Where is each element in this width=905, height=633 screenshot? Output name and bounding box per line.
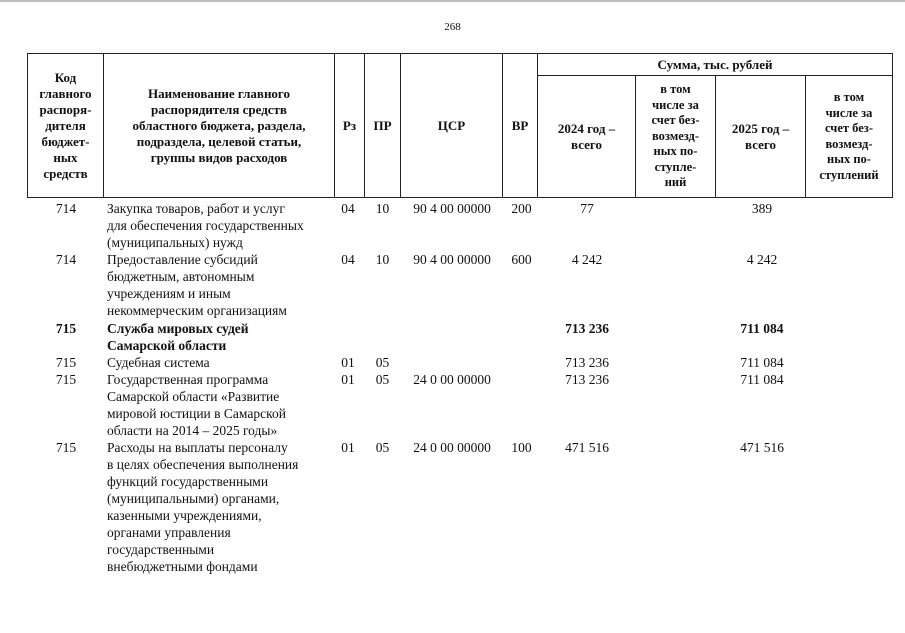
- cell-rz: 01: [341, 440, 355, 455]
- header-sum: Сумма, тыс. рублей: [657, 56, 773, 72]
- cell-code: 715: [55, 440, 77, 455]
- cell-pr: 10: [375, 252, 390, 267]
- cell-code: 714: [55, 201, 77, 216]
- header-code: Код главного распоря- дителя бюджет- ных средств: [39, 69, 92, 181]
- cell-2024-total: 77: [580, 201, 594, 216]
- cell-rz: 01: [341, 355, 355, 370]
- header-2025-free: в том числе за счет без- возмезд- ных по- ступлений: [819, 90, 879, 182]
- cell-2025-total: 711 084: [740, 321, 784, 336]
- cell-code: 715: [55, 355, 77, 370]
- page-number: 268: [444, 21, 461, 33]
- cell-csr: 90 4 00 00000: [413, 201, 491, 216]
- cell-vr: 200: [511, 201, 532, 216]
- header-pr: ПР: [373, 117, 392, 133]
- cell-rz: 04: [341, 252, 355, 267]
- header-vr: ВР: [511, 117, 529, 133]
- header-rz: Рз: [342, 117, 357, 133]
- header-2025-total: 2025 год – всего: [731, 120, 790, 152]
- cell-csr: 90 4 00 00000: [413, 252, 491, 267]
- cell-vr: 100: [511, 440, 532, 455]
- cell-2025-total: 711 084: [740, 355, 784, 370]
- cell-2024-total: 471 516: [565, 440, 609, 455]
- cell-vr: 600: [511, 252, 532, 267]
- table-header: [27, 53, 893, 198]
- header-2024-total: 2024 год – всего: [557, 120, 616, 152]
- header-name: Наименование главного распорядителя средств областного бюджета, раздела, подраздела, целевой статьи, группы видов расходов: [132, 85, 306, 165]
- cell-code: 715: [55, 321, 77, 336]
- cell-pr: 05: [375, 355, 390, 370]
- cell-code: 714: [55, 252, 77, 267]
- cell-name: Предоставление субсидий бюджетным, автономным учреждениям и иным некоммерческим организациям: [107, 252, 287, 318]
- cell-rz: 04: [341, 201, 355, 216]
- cell-name: Служба мировых судей Самарской области: [107, 321, 249, 353]
- cell-2025-total: 711 084: [740, 372, 784, 387]
- cell-name: Расходы на выплаты персоналу в целях обеспечения выполнения функций государственными (муниципальными) органами, казенными учреждениями, органами управления государственными внебюджетными фондами: [107, 440, 299, 574]
- cell-2024-total: 713 236: [565, 321, 609, 336]
- cell-2025-total: 389: [751, 201, 773, 216]
- cell-name: Государственная программа Самарской области «Развитие мировой юстиции в Самарской области на 2014 – 2025 годы»: [107, 372, 286, 438]
- cell-name: Судебная система: [107, 355, 210, 370]
- cell-pr: 05: [375, 440, 390, 455]
- top-rule: [0, 0, 905, 2]
- cell-2024-total: 713 236: [565, 372, 609, 387]
- cell-code: 715: [55, 372, 77, 387]
- cell-2025-total: 4 242: [746, 252, 778, 267]
- cell-2025-total: 471 516: [740, 440, 784, 455]
- header-2024-free: в том числе за счет без- возмезд- ных по- ступле- ний: [651, 82, 700, 190]
- cell-csr: 24 0 00 00000: [413, 372, 491, 387]
- cell-pr: 05: [375, 372, 390, 387]
- cell-rz: 01: [341, 372, 355, 387]
- cell-2024-total: 713 236: [565, 355, 609, 370]
- header-csr: ЦСР: [437, 117, 466, 133]
- cell-name: Закупка товаров, работ и услуг для обеспечения государственных (муниципальных) нужд: [107, 201, 304, 250]
- cell-pr: 10: [375, 201, 390, 216]
- cell-csr: 24 0 00 00000: [413, 440, 491, 455]
- cell-2024-total: 4 242: [571, 252, 603, 267]
